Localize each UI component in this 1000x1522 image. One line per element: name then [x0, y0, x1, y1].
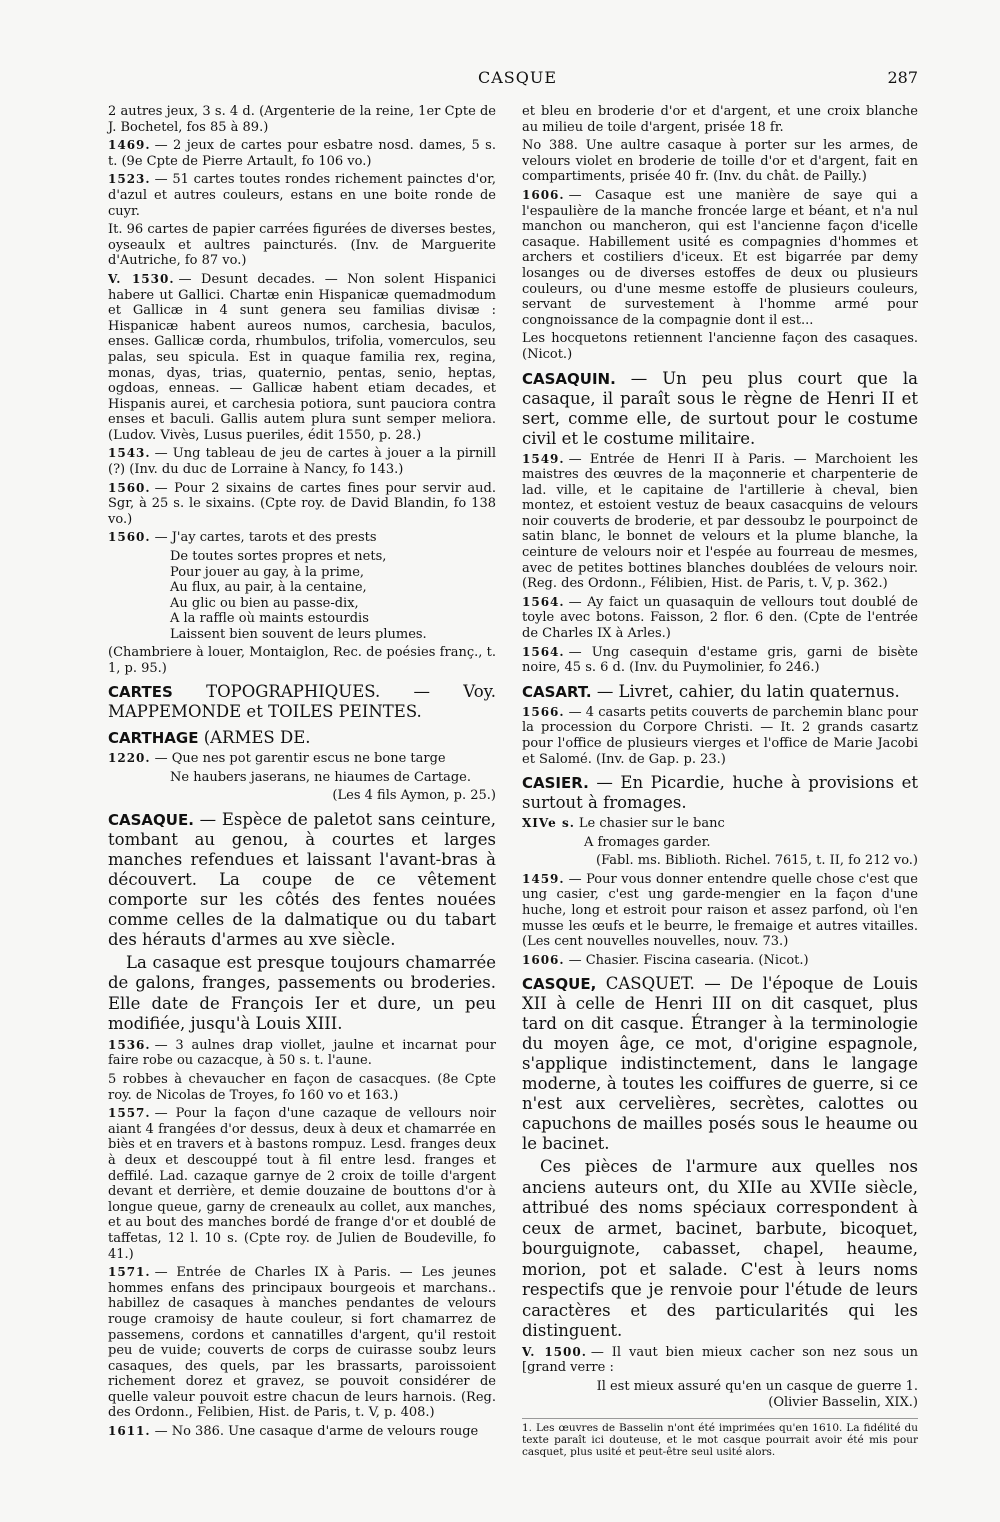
entry-text: — No 386. Une casaque d'arme de velours rouge	[154, 1424, 479, 1440]
headword-entry	[522, 369, 918, 449]
entry-paragraph	[108, 751, 496, 767]
entry-text: — Que nes pot garentir escus ne bone targe	[154, 751, 446, 767]
entry-text: — Ay faict un quasaquin de vellours tout doublé de toyle avec botons. Faisson, 2 flor. 6 den. (Cpte de l'entrée de Charles IX à Arles.)	[522, 594, 918, 642]
headword: CASIER.	[522, 774, 589, 793]
entry-text: — Casaque est une manière de saye qui a l'espaulière de la manche froncée large et béant, et n'a nul manchon ou mancheron, qui est l'ancienne façon d'icelle casaque. Habillement usité es compagnies d'hommes et archers et costiliers d'iceux. Et est bigarrée par demy losanges ou de diverses estoffes de deux ou plusieurs couleurs, ou d'une mesme estoffe de plusieurs couleurs, servant de survestement à l'homme armé pour congnoissance de la compagnie dont il est...	[522, 187, 918, 328]
entry-paragraph	[108, 1424, 496, 1440]
entry-text: — Ung tableau de jeu de cartes à jouer a la pirnill (?) (Inv. du duc de Lorraine à Nancy, fo 143.)	[108, 446, 496, 478]
headword-definition: — En Picardie, huche à provisions et surtout à fromages.	[522, 773, 918, 813]
entry-paragraph	[522, 1345, 918, 1376]
entry-text: — Ung casequin d'estame gris, garni de bisète noire, 45 s. 6 d. (Inv. du Puymolinier, fo 246.)	[522, 644, 918, 676]
page-header	[0, 68, 1000, 92]
entry-text: — Entrée de Charles IX à Paris. — Les jeunes hommes enfans des principaux bourgeois et marchans.. habillez de casaques à manches pendantes de velours rouge cramoisy de haute couleur, si fort chamarrez de passemens, cordons et cannatilles d'argent, qu'il restoit peu de vuide; couverts de corps de cuirasse soubz leurs casaques, des quels, par les brassarts, paroissoient richement dorez et gravez, se pouvoit considérer de quelle valeur pouvoit estre chacun de leurs harnois. (Reg. des Ordonn., Felibien, Hist. de Paris, t. V, p. 408.)	[108, 1265, 496, 1421]
page-number: 287	[887, 68, 918, 87]
entry-paragraph	[522, 872, 918, 950]
entry-year: 1564.	[522, 594, 565, 609]
verse-lines: A fromages garder.	[584, 834, 711, 850]
entry-paragraph	[522, 595, 918, 642]
headword-entry	[522, 773, 918, 813]
entry-year: 1536.	[108, 1037, 151, 1052]
entry-text: — Desunt decades. — Non solent Hispanici habere ut Gallici. Chartæ enin Hispanicæ quemadmodum et Gallicæ in 4 sunt genera seu familias divisæ : Hispanicæ habent aureos numos, carchesia, baculos, enses. Gallicæ corda, rhumbulos, trifolia, vomerculos, seu palas, seu spicula. Est in quaque familia rex, regina, monas, dyas, trias, quaternio, pentas, senio, heptas, ogdoas, enneas. — Gallicæ habent etiam decades, et Hispanis aurei, et carchesia potiora, sunt pauciora contra enses et baculi. Gallis autem plura sunt semper meliora. (Ludov. Vivès, Lusus pueriles, édit 1550, p. 28.)	[108, 271, 496, 443]
headword-definition: CASQUET. — De l'époque de Louis XII à celle de Henri III on dit casquet, plus tard on dit casque. Étranger à la terminologie du moyen âge, ce mot, d'origine espagnole, s'applique indistinctement, dans le langage moderne, à toutes les coiffures de guerre, si ce n'est aux cervelières, secrètes, calottes ou capuchons de mailles posés sous le heaume ou le bacinet.	[522, 974, 919, 1154]
entry-year: 1566.	[522, 704, 565, 719]
entry-paragraph	[522, 331, 918, 362]
verse-lines: De toutes sortes propres et nets, Pour jouer au gay, à la prime, Au flux, au pair, à la centaine, Au glic ou bien au passe-dix, A la raffle où maints estourdis Laissent bien souvent de leurs plumes.	[170, 549, 427, 642]
entry-paragraph	[522, 452, 918, 592]
headword-entry	[522, 682, 918, 702]
headword-entry	[522, 974, 918, 1154]
entry-paragraph	[522, 816, 918, 832]
entry-year: 1220.	[108, 751, 151, 766]
verse-lines: Ne haubers jaserans, ne hiaumes de Cartage.	[170, 769, 472, 785]
entry-paragraph	[108, 1106, 496, 1262]
entry-paragraph	[522, 705, 918, 767]
entry-text: 2 autres jeux, 3 s. 4 d. (Argenterie de la reine, 1er Cpte de J. Bochetel, fos 85 à 89.)	[108, 104, 496, 135]
left-column	[108, 104, 496, 1443]
entry-year: 1469.	[108, 138, 151, 153]
right-column	[522, 104, 918, 1458]
entry-paragraph	[108, 272, 496, 444]
citation: Il est mieux assuré qu'en un casque de guerre 1. (Olivier Basselin, XIX.)	[596, 1379, 918, 1410]
entry-paragraph	[522, 104, 918, 135]
headword-entry	[108, 682, 496, 722]
entry-text: — Il vaut bien mieux cacher son nez sous un [grand verre :	[522, 1344, 918, 1376]
entry-paragraph	[108, 104, 496, 135]
entry-text: (Chambriere à louer, Montaiglon, Rec. de poésies franç., t. 1, p. 95.)	[108, 645, 496, 676]
headword-definition: TOPOGRAPHIQUES. — Voy. MAPPEMONDE et TOILES PEINTES.	[108, 682, 496, 722]
entry-text: — 2 jeux de cartes pour esbatre nosd. dames, 5 s. t. (9e Cpte de Pierre Artault, fo 106 vo.)	[108, 138, 496, 169]
entry-paragraph	[522, 188, 918, 328]
headword-definition: — Un peu plus court que la casaque, il paraît sous le règne de Henri II et sert, comme elle, de surtout pour le costume civil et le costume militaire.	[522, 368, 918, 448]
entry-year: V. 1530.	[108, 271, 175, 286]
entry-year: XIVe s.	[522, 816, 575, 831]
entry-year: 1543.	[108, 446, 151, 461]
entry-text: — 3 aulnes drap viollet, jaulne et incarnat pour faire robe ou cazacque, à 50 s. t. l'aune.	[108, 1037, 496, 1069]
entry-year: 1560.	[108, 530, 151, 545]
entry-year: 1557.	[108, 1106, 151, 1121]
entry-paragraph	[522, 138, 918, 185]
entry-year: 1571.	[108, 1265, 151, 1280]
headword: CARTHAGE	[108, 729, 199, 748]
entry-paragraph	[108, 138, 496, 169]
headword: CASART.	[522, 682, 592, 701]
entry-paragraph	[108, 1265, 496, 1421]
headword-entry	[108, 810, 496, 950]
entry-paragraph	[522, 645, 918, 676]
headword: CASAQUE.	[108, 810, 194, 829]
headword: CASAQUIN.	[522, 369, 616, 388]
entry-year: 1611.	[108, 1424, 151, 1439]
entry-paragraph	[108, 222, 496, 269]
running-title: CASQUE	[478, 68, 558, 87]
entry-paragraph	[522, 953, 918, 969]
entry-text: — 4 casarts petits couverts de parchemin blanc pour la procession du Corpore Christi. — It. 2 grands casartz pour l'office de plusieurs vierges et l'office de Marie Jacobi et Salomé. (Inv. de Gap. p. 23.)	[522, 704, 918, 767]
entry-paragraph	[108, 645, 496, 676]
headword-definition: — Livret, cahier, du latin quaternus.	[596, 681, 900, 701]
entry-paragraph	[108, 446, 496, 477]
body-paragraph: Ces pièces de l'armure aux quelles nos anciens auteurs ont, du XIIe au XVIIe siècle, attribué des noms spéciaux correspondent à ceux de armet, bacinet, barbute, bicoquet, bourguignote, cabasset, chapel, heaume, morion, pot et salade. C'est à leurs noms respectifs que je renvoie pour l'étude de leurs caractères et des particularités qui les distinguent.	[522, 1157, 918, 1341]
headword: CARTES	[108, 683, 173, 702]
headword-definition: (ARMES DE.	[203, 728, 311, 748]
entry-paragraph	[108, 1072, 496, 1103]
entry-text: — J'ay cartes, tarots et des prests	[154, 530, 377, 546]
entry-text: — Entrée de Henri II à Paris. — Marchoient les maistres des œuvres de la maçonnerie et charpenterie de lad. ville, et le capitaine de l'artillerie à cheval, bien montez, et estoient vestuz de beaux casacquins de velours noir couverts de broderie, et par dessoubz le pourpoinct de satin blanc, le bonnet de velours et la plume blanche, la ceinture de velours noir et l'espée au fourreau de mesmes, avec de petites bottines blanches doublées de velours noir. (Reg. des Ordonn., Félibien, Hist. de Paris, t. V, p. 362.)	[522, 451, 918, 592]
entry-year: 1564.	[522, 644, 565, 659]
entry-year: 1549.	[522, 451, 565, 466]
entry-text: — Pour la façon d'une cazaque de vellours noir aiant 4 frangées d'or dessus, deux à deux et chamarrée en biès et en travers et à bastons rompuz. Lesd. franges deux à deux et descouppé tout à fil entre lesd. franges et deffilé. Lad. cazaque garnye de 2 croix de toille d'argent devant et derrière, et demie douzaine de bouttons d'or à longue queue, garny de creneaulx au collet, aux manches, et au bout des manches bordé de frange d'or et doublé de taffetas, 12 l. 10 s. (Cpte roy. de Julien de Boudeville, fo 41.)	[108, 1106, 496, 1262]
right-column-body	[522, 104, 918, 1410]
entry-text: — 51 cartes toutes rondes richement painctes d'or, d'azul et autres couleurs, estans en une boite ronde de cuyr.	[108, 172, 496, 219]
entry-text: No 388. Une aultre casaque à porter sur les armes, de velours violet en broderie de toille d'or et d'argent, fait en compartiments, prisée 40 fr. (Inv. du chât. de Pailly.)	[522, 138, 918, 185]
citation: (Fabl. ms. Biblioth. Richel. 7615, t. II, fo 212 vo.)	[596, 853, 918, 869]
entry-paragraph	[108, 530, 496, 546]
headword-definition: — Espèce de paletot sans ceinture, tombant au genou, à courtes et larges manches refendues et laissant l'avant-bras à découvert. La coupe de ce vêtement comporte sur les côtés des fentes nouées comme celles de la dalmatique ou du tabart des hérauts d'armes au xve siècle.	[108, 809, 497, 949]
entry-paragraph	[108, 481, 496, 528]
citation: (Les 4 fils Aymon, p. 25.)	[332, 788, 496, 804]
entry-year: 1606.	[522, 187, 565, 202]
entry-text: — Pour vous donner entendre quelle chose c'est que ung casier, c'est ung garde-mengier en la façon d'une huche, long et estroit pour raison et assez parfond, où l'en musse les œufs et le beurre, le fremaige et autres vitailles. (Les cent nouvelles nouvelles, nouv. 73.)	[522, 871, 918, 950]
entry-text: Les hocquetons retiennent l'ancienne façon des casaques. (Nicot.)	[522, 331, 918, 362]
entry-year: V. 1500.	[522, 1344, 587, 1359]
entry-year: 1560.	[108, 480, 151, 495]
entry-text: It. 96 cartes de papier carrées figurées de diverses bestes, oyseaulx et aultres paincturés. (Inv. de Marguerite d'Autriche, fo 87 vo.)	[108, 222, 496, 269]
entry-text: — Pour 2 sixains de cartes fines pour servir aud. Sgr, à 25 s. le sixains. (Cpte roy. de David Blandin, fo 138 vo.)	[108, 480, 496, 527]
headword-entry	[108, 728, 496, 748]
body-paragraph: La casaque est presque toujours chamarrée de galons, franges, passements ou broderies. Elle date de François Ier et dure, un peu modifiée, jusqu'à Louis XIII.	[108, 952, 496, 1034]
entry-paragraph	[108, 1038, 496, 1069]
entry-text: et bleu en broderie d'or et d'argent, et une croix blanche au milieu de toile d'argent, prisée 18 fr.	[522, 104, 918, 135]
entry-text: Le chasier sur le banc	[578, 816, 725, 832]
entry-year: 1606.	[522, 952, 565, 967]
entry-paragraph	[108, 172, 496, 219]
entry-year: 1459.	[522, 871, 565, 886]
headword: CASQUE,	[522, 975, 597, 994]
entry-year: 1523.	[108, 172, 151, 187]
entry-text: — Chasier. Fiscina casearia. (Nicot.)	[568, 952, 809, 968]
entry-text: 5 robbes à chevaucher en façon de casacques. (8e Cpte roy. de Nicolas de Troyes, fo 160 vo et 163.)	[108, 1072, 496, 1103]
footnote: 1. Les œuvres de Basselin n'ont été imprimées qu'en 1610. La fidélité du texte paraît ici douteuse, et le mot casque pourrait avoir été mis pour casquet, plus usité et peut-être seul usité alors.	[522, 1418, 918, 1458]
